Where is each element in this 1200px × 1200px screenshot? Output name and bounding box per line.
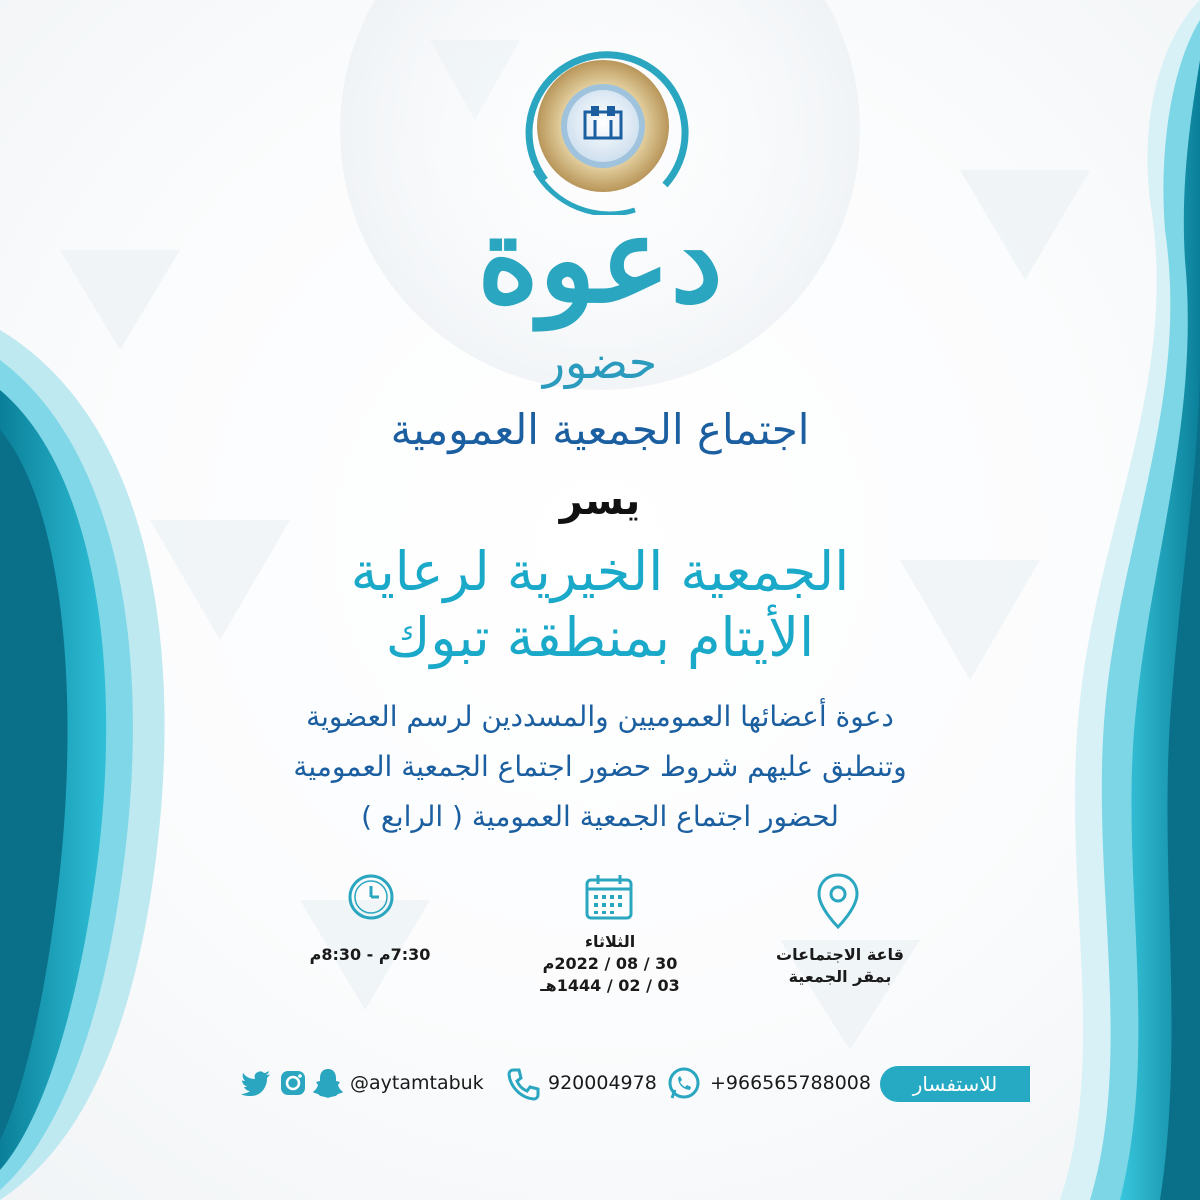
clock-icon [346,872,396,926]
attendance-subheading: حضور [542,335,658,389]
body-line-3: لحضور اجتماع الجمعية العمومية ( الرابع ) [361,800,839,833]
location-info [760,944,920,988]
date-hijri: 03 / 02 / 1444هـ [540,976,680,995]
time-value: 7:30م - 8:30م [309,945,431,964]
social-handle[interactable]: @aytamtabuk [350,1072,484,1094]
organization-name-line2: الأيتام بمنطقة تبوك [385,606,815,669]
date-info [520,931,700,997]
logo-emblem [515,40,690,215]
twitter-icon[interactable] [240,1068,272,1102]
location-line-2: بمقر الجمعية [788,967,892,986]
organization-name-line1: الجمعية الخيرية لرعاية [350,540,850,603]
calendar-icon [584,872,634,926]
pleased-word: يسر [559,478,641,524]
inquiry-badge: للاستفسار [880,1066,1030,1102]
meeting-title: اجتماع الجمعية العمومية [390,405,810,454]
time-info [290,944,450,966]
date-gregorian: 30 / 08 / 2022م [542,954,678,973]
whatsapp-icon[interactable] [666,1066,702,1106]
body-line-2: وتنطبق عليهم شروط حضور اجتماع الجمعية العمومية [293,750,907,783]
instagram-icon[interactable] [278,1068,308,1102]
body-line-1: دعوة أعضائها العموميين والمسددين لرسم العضوية [306,700,894,733]
organization-logo [515,40,690,215]
invitation-heading: دعوة [477,190,723,329]
location-pin-icon [815,872,861,934]
whatsapp-number[interactable]: +966565788008 [710,1072,871,1094]
location-line-1: قاعة الاجتماعات [776,945,904,964]
snapchat-icon[interactable] [312,1066,344,1104]
phone-icon[interactable] [505,1066,541,1106]
phone-number[interactable]: 920004978 [548,1072,657,1094]
date-day: الثلاثاء [584,932,636,951]
